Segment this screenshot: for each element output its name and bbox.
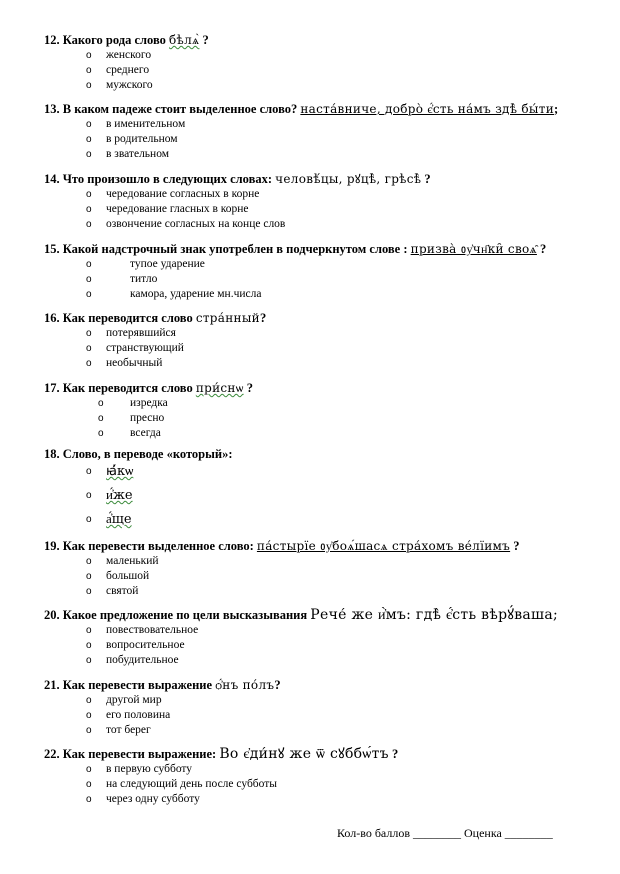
option-item[interactable] — [44, 117, 604, 132]
question-text — [44, 446, 604, 462]
question-suffix: ? — [259, 311, 267, 325]
question-prompt: 16. Как переводится слово — [44, 311, 193, 325]
option-item[interactable] — [44, 792, 604, 807]
question-22 — [44, 746, 604, 807]
question-suffix: ? — [510, 539, 520, 553]
bullet-marker: o — [98, 398, 104, 409]
option-item[interactable] — [44, 723, 604, 738]
option-label: через одну субботу — [106, 793, 200, 805]
bullet-marker: o — [98, 413, 104, 424]
question-text — [44, 746, 604, 762]
option-item[interactable] — [44, 272, 604, 287]
church-slavonic-text: па́стырїе ᲂу҆боѧ́шасѧ стра́хомъ ве́лїимъ — [256, 539, 511, 553]
option-label: повествовательное — [106, 624, 199, 636]
option-item[interactable] — [44, 257, 604, 272]
option-item[interactable] — [44, 78, 604, 93]
bullet-marker: o — [86, 50, 92, 61]
option-label: другой мир — [106, 694, 162, 706]
church-slavonic-text: Во є҆ди́нꙋ же ѿ сꙋббѡ́тъ — [219, 746, 389, 762]
option-label: озвончение согласных на конце слов — [106, 218, 286, 230]
option-item[interactable] — [44, 762, 604, 777]
option-label: в родительном — [106, 133, 178, 145]
bullet-marker: o — [86, 571, 92, 582]
option-label: его половина — [106, 709, 171, 721]
question-text — [44, 101, 604, 117]
option-item[interactable] — [44, 396, 604, 411]
question-13 — [44, 101, 604, 162]
option-item[interactable] — [44, 510, 604, 534]
bullet-marker: o — [86, 725, 92, 736]
option-item[interactable] — [44, 217, 604, 232]
bullet-marker: o — [98, 428, 104, 439]
bullet-marker: o — [86, 259, 92, 270]
question-21 — [44, 677, 604, 738]
question-text — [44, 538, 604, 554]
option-item[interactable] — [44, 462, 604, 486]
bullet-marker: o — [86, 640, 92, 651]
bullet-marker: o — [86, 80, 92, 91]
bullet-marker: o — [86, 710, 92, 721]
question-prompt: 13. В каком падеже стоит выделенное слово? — [44, 102, 298, 116]
option-label: тупое ударение — [130, 258, 205, 270]
question-suffix: ? — [388, 747, 399, 761]
question-15 — [44, 241, 604, 302]
question-text — [44, 241, 604, 257]
question-suffix: ? — [243, 381, 253, 395]
option-label: женского — [106, 49, 152, 61]
option-list — [44, 462, 604, 534]
question-19 — [44, 538, 604, 599]
grade-field: Оценка ________ — [461, 826, 553, 840]
option-item[interactable] — [44, 48, 604, 63]
bullet-marker: o — [86, 695, 92, 706]
question-prompt: 15. Какой надстрочный знак употреблен в подчеркнутом слове : — [44, 242, 408, 256]
option-label: пресно — [130, 412, 165, 424]
question-text — [44, 32, 604, 48]
option-item[interactable] — [44, 426, 604, 441]
option-label: и҆́же — [106, 488, 133, 503]
option-item[interactable] — [44, 147, 604, 162]
option-label: титло — [130, 273, 158, 285]
option-item[interactable] — [44, 132, 604, 147]
option-label: странствующий — [106, 342, 184, 354]
option-label: а҆́ще — [106, 512, 132, 527]
option-item[interactable] — [44, 486, 604, 510]
question-14 — [44, 171, 604, 232]
option-item[interactable] — [44, 187, 604, 202]
option-label: в звательном — [106, 148, 170, 160]
bullet-marker: o — [86, 794, 92, 805]
bullet-marker: o — [86, 514, 92, 525]
question-suffix: ? — [536, 242, 547, 256]
option-label: чередование согласных в корне — [106, 188, 260, 200]
church-slavonic-text: ѻ҆́нъ по́лъ — [215, 678, 275, 692]
option-label: необычный — [106, 357, 163, 369]
option-item[interactable] — [44, 287, 604, 302]
bullet-marker: o — [86, 149, 92, 160]
option-label: всегда — [130, 427, 161, 439]
bullet-marker: o — [86, 343, 92, 354]
question-prompt: 14. Что произошло в следующих словах: — [44, 172, 273, 186]
option-item[interactable] — [44, 653, 604, 668]
question-prompt: 20. Какое предложение по цели высказывания — [44, 608, 308, 622]
question-18 — [44, 446, 604, 534]
church-slavonic-text: при́снѡ — [195, 381, 244, 395]
bullet-marker: o — [86, 764, 92, 775]
bullet-marker: o — [86, 119, 92, 130]
option-label: на следующий день после субботы — [106, 778, 278, 790]
option-list — [44, 48, 604, 93]
option-label: среднего — [106, 64, 150, 76]
option-item[interactable] — [44, 708, 604, 723]
question-prompt: 22. Как перевести выражение: — [44, 747, 217, 761]
bullet-marker: o — [86, 204, 92, 215]
church-slavonic-text: бѣлѧ̀ — [169, 33, 200, 47]
bullet-marker: o — [86, 65, 92, 76]
question-suffix: ? — [421, 172, 431, 186]
bullet-marker: o — [86, 328, 92, 339]
bullet-marker: o — [86, 274, 92, 285]
bullet-marker: o — [86, 556, 92, 567]
question-prompt: 21. Как перевести выражение — [44, 678, 213, 692]
option-label: святой — [106, 585, 139, 597]
option-label: побудительное — [106, 654, 179, 666]
points-field: Кол-во баллов ________ — [337, 826, 461, 840]
option-label: тот берег — [106, 724, 151, 736]
bullet-marker: o — [86, 189, 92, 200]
question-text — [44, 607, 604, 623]
option-item[interactable] — [44, 584, 604, 599]
church-slavonic-text: призва̀ ᲂу҆чн҃ки̑ своѧ̑ — [410, 242, 537, 256]
option-list — [44, 257, 604, 302]
question-text — [44, 171, 604, 187]
option-list — [44, 117, 604, 162]
option-item[interactable] — [44, 569, 604, 584]
bullet-marker: o — [86, 219, 92, 230]
option-label: в именительном — [106, 118, 186, 130]
question-prompt: 12. Какого рода слово — [44, 33, 166, 47]
option-list — [44, 326, 604, 371]
option-item[interactable] — [44, 638, 604, 653]
option-label: потерявшийся — [106, 327, 176, 339]
option-item[interactable] — [44, 326, 604, 341]
question-suffix: ; — [554, 102, 559, 116]
question-16 — [44, 310, 604, 371]
option-list — [44, 623, 604, 668]
question-prompt: 17. Как переводится слово — [44, 381, 193, 395]
option-item[interactable] — [44, 623, 604, 638]
option-list — [44, 554, 604, 599]
bullet-marker: o — [86, 779, 92, 790]
option-item[interactable] — [44, 341, 604, 356]
church-slavonic-text: Рече́ же и҆̀мъ: гдѣ̀ є҆́сть вѣрꙋ́ваша; — [310, 607, 559, 623]
church-slavonic-text: человѣ́цы, рꙋцѣ̀, грѣсѣ̀ — [275, 172, 422, 186]
question-17 — [44, 380, 604, 441]
option-list — [44, 762, 604, 807]
question-20 — [44, 607, 604, 668]
option-label: маленький — [106, 555, 159, 567]
option-label: ꙗ҆́кѡ — [106, 464, 134, 479]
question-suffix: ? — [199, 33, 209, 47]
option-item[interactable] — [44, 777, 604, 792]
bullet-marker: o — [86, 655, 92, 666]
bullet-marker: o — [86, 358, 92, 369]
question-text — [44, 677, 604, 693]
church-slavonic-text: наста́вниче, добро̀ є҆́сть на́мъ здѣ̀ бы́ти — [300, 102, 555, 116]
option-label: чередование гласных в корне — [106, 203, 249, 215]
option-item[interactable] — [44, 411, 604, 426]
church-slavonic-text: стра́нный — [195, 311, 260, 325]
bullet-marker: o — [86, 586, 92, 597]
bullet-marker: o — [86, 490, 92, 501]
option-label: вопросительное — [106, 639, 185, 651]
option-label: изредка — [130, 397, 168, 409]
question-prompt: 19. Как перевести выделенное слово: — [44, 539, 254, 553]
option-item[interactable] — [44, 554, 604, 569]
option-label: мужского — [106, 79, 153, 91]
option-item[interactable] — [44, 63, 604, 78]
question-text — [44, 380, 604, 396]
bullet-marker: o — [86, 625, 92, 636]
option-item[interactable] — [44, 202, 604, 217]
option-label: большой — [106, 570, 150, 582]
question-12 — [44, 32, 604, 93]
option-item[interactable] — [44, 693, 604, 708]
question-prompt: 18. Слово, в переводе «который»: — [44, 447, 233, 461]
bullet-marker: o — [86, 466, 92, 477]
option-list — [44, 396, 604, 441]
bullet-marker: o — [86, 134, 92, 145]
score-footer — [337, 826, 553, 841]
option-list — [44, 693, 604, 738]
option-list — [44, 187, 604, 232]
bullet-marker: o — [86, 289, 92, 300]
option-label: в первую субботу — [106, 763, 193, 775]
option-item[interactable] — [44, 356, 604, 371]
question-suffix: ? — [274, 678, 281, 692]
question-text — [44, 310, 604, 326]
option-label: камора, ударение мн.числа — [130, 288, 262, 300]
